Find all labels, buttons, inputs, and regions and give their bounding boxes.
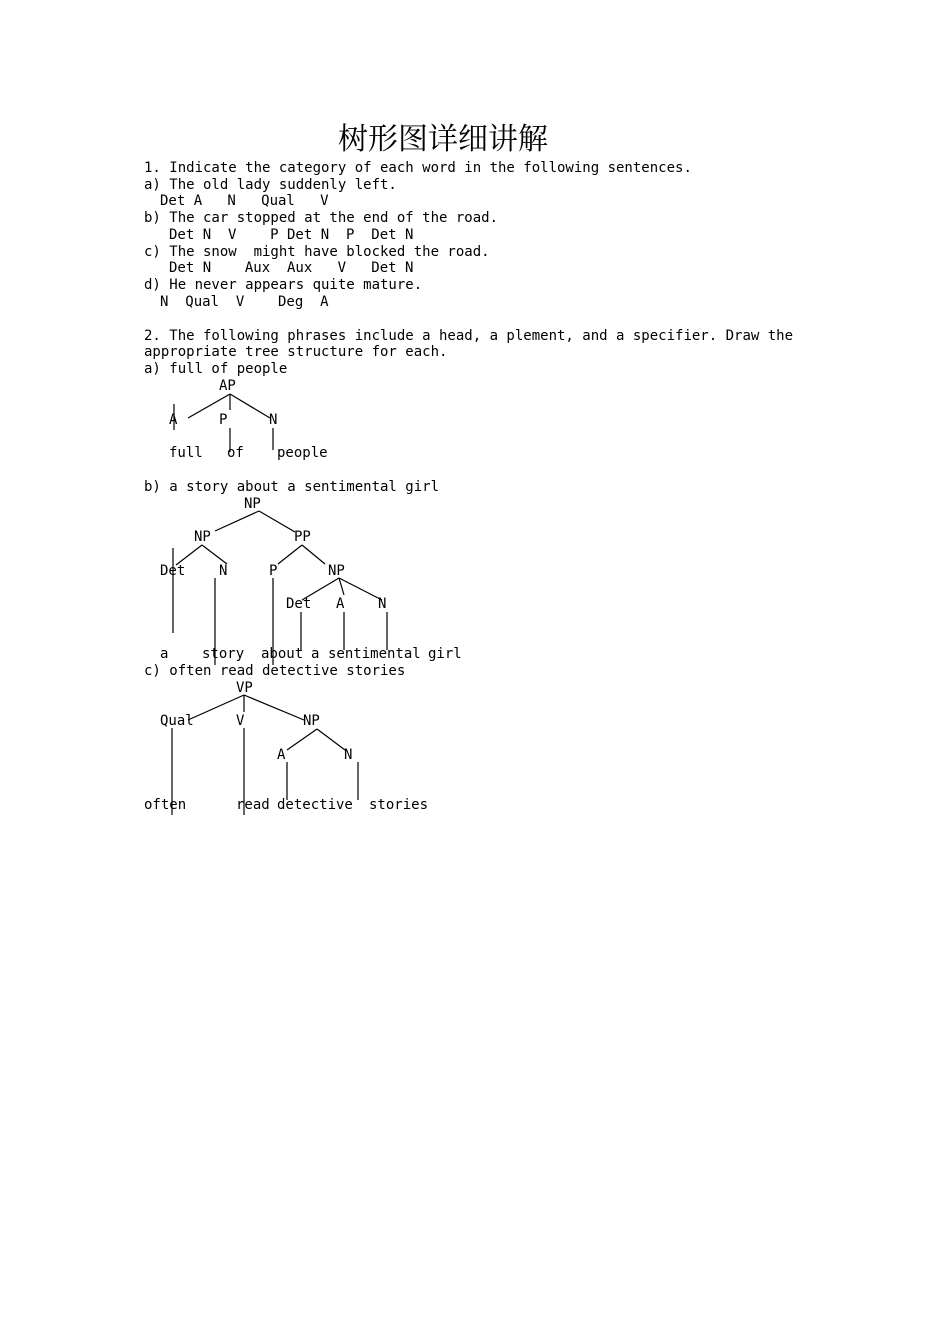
tree-a-word-people: people xyxy=(277,445,328,461)
tree-a-word-of: of xyxy=(227,445,244,461)
q1-tags-a: Det A N Qual V xyxy=(160,193,329,209)
q2-prompt-line1: 2. The following phrases include a head, a plement, and a specifier. Draw the xyxy=(144,328,794,344)
tree-b-word-a: a xyxy=(160,646,169,662)
tree-b-word-girl: girl xyxy=(428,646,462,662)
q1-tags-b: Det N V P Det N P Det N xyxy=(169,227,414,243)
tree-a-node-p: P xyxy=(219,412,228,428)
tree-b-word-about: about xyxy=(261,646,304,662)
q1-tags-d: N Qual V Deg A xyxy=(160,294,329,310)
tree-c-node-n: N xyxy=(344,747,353,763)
q2-prompt-line2: appropriate tree structure for each. xyxy=(144,344,448,360)
tree-c-edge-vp-np xyxy=(244,695,304,720)
tree-b-node-a: A xyxy=(336,596,345,612)
q2a-phrase: a) full of people xyxy=(144,361,288,377)
q2b-phrase: b) a story about a sentimental girl xyxy=(144,479,440,495)
tree-a-root: AP xyxy=(219,378,236,394)
tree-c-word-often: often xyxy=(144,797,187,813)
q1-sentence-c: c) The snow might have blocked the road. xyxy=(144,244,490,260)
tree-a-word-full: full xyxy=(169,445,203,461)
q1-sentence-a: a) The old lady suddenly left. xyxy=(144,177,397,193)
tree-a-node-n: N xyxy=(269,412,278,428)
tree-c-word-stories: stories xyxy=(369,797,429,813)
tree-c-node-v: V xyxy=(236,713,245,729)
tree-c-root: VP xyxy=(236,680,253,696)
q1-sentence-d: d) He never appears quite mature. xyxy=(144,277,423,293)
tree-b-node-np2: NP xyxy=(328,563,345,579)
tree-c-edge-np-a xyxy=(287,729,317,750)
tree-c-edge-np-n xyxy=(317,729,345,750)
q1-sentence-b: b) The car stopped at the end of the road. xyxy=(144,210,499,226)
tree-b-word-story: story xyxy=(202,646,245,662)
tree-c-word-detective: detective xyxy=(277,797,353,813)
tree-b-word-sentimental: sentimental xyxy=(328,646,421,662)
tree-c-node-np: NP xyxy=(303,713,320,729)
tree-c-word-read: read xyxy=(236,797,270,813)
tree-b-root: NP xyxy=(244,496,261,512)
tree-b-node-n2: N xyxy=(378,596,387,612)
tree-c-node-qual: Qual xyxy=(160,713,194,729)
page-title: 树形图详细讲解 xyxy=(338,122,548,157)
q1-prompt: 1. Indicate the category of each word in the following sentences. xyxy=(144,160,692,176)
tree-a-node-a: A xyxy=(169,412,178,428)
tree-b-node-pp: PP xyxy=(294,529,311,545)
tree-b-node-n1: N xyxy=(219,563,228,579)
tree-b-node-p: P xyxy=(269,563,278,579)
tree-b-word-a2: a xyxy=(311,646,320,662)
tree-b-node-np1: NP xyxy=(194,529,211,545)
tree-b-node-det2: Det xyxy=(286,596,312,612)
q1-tags-c: Det N Aux Aux V Det N xyxy=(169,260,414,276)
q2c-phrase: c) often read detective stories xyxy=(144,663,406,679)
tree-b-node-det1: Det xyxy=(160,563,186,579)
tree-c-node-a: A xyxy=(277,747,286,763)
